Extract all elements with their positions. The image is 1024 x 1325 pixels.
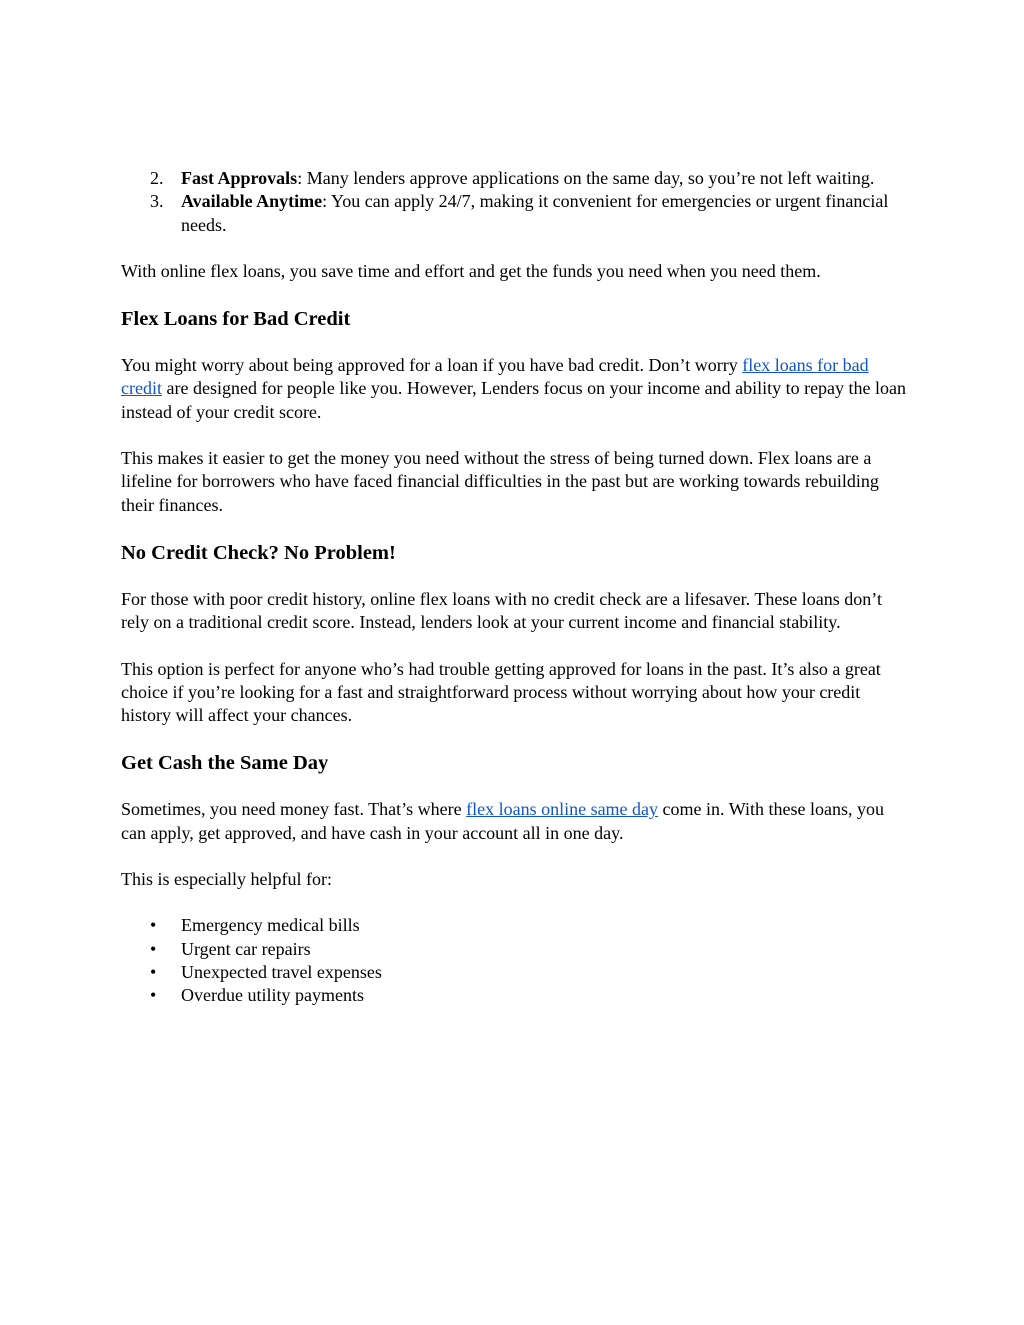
same-day-paragraph-1 xyxy=(121,798,911,845)
list-item xyxy=(121,984,911,1007)
list-number: 2. xyxy=(150,168,164,188)
list-item xyxy=(121,190,911,237)
paragraph-text: Sometimes, you need money fast. That’s where xyxy=(121,799,467,820)
intro-paragraph: With online flex loans, you save time and effort and get the funds you need when you need them. xyxy=(121,260,821,281)
list-item xyxy=(121,938,911,961)
list-item-text: Overdue utility payments xyxy=(181,985,364,1006)
list-item-text: Emergency medical bills xyxy=(181,915,360,936)
list-item-text: : Many lenders approve applications on the same day, so you’re not left waiting. xyxy=(297,168,875,188)
list-item-text: : You can apply 24/7, making it convenient for emergencies or urgent financial needs. xyxy=(181,191,889,235)
list-item xyxy=(121,961,911,984)
no-credit-check-paragraph-1: For those with poor credit history, online flex loans with no credit check are a lifesaver. These loans don’t rely on a traditional credit score. Instead, lenders look at your current income and financial stability. xyxy=(121,588,882,633)
list-item-text: Unexpected travel expenses xyxy=(181,961,382,982)
document-page xyxy=(121,167,911,1008)
section-heading-no-credit-check: No Credit Check? No Problem! xyxy=(121,541,396,564)
bad-credit-paragraph-2: This makes it easier to get the money you need without the stress of being turned down. Flex loans are a lifeline for borrowers who have faced financial difficulties in the past but are working towards rebuilding their finances. xyxy=(121,448,879,515)
list-item xyxy=(121,914,911,937)
flex-loans-bad-credit-link[interactable]: flex loans for bad credit xyxy=(121,355,869,399)
no-credit-check-paragraph-2: This option is perfect for anyone who’s had trouble getting approved for loans in the past. It’s also a great choice if you’re looking for a fast and straightforward process without worrying about how your credit history will affect your chances. xyxy=(121,658,881,726)
list-item-term: Fast Approvals xyxy=(181,168,298,188)
list-number: 3. xyxy=(150,191,164,212)
benefits-list xyxy=(121,167,911,237)
bad-credit-paragraph-1 xyxy=(121,354,911,424)
bullet-icon: • xyxy=(150,961,157,982)
section-heading-bad-credit: Flex Loans for Bad Credit xyxy=(121,308,351,331)
same-day-paragraph-2: This is especially helpful for: xyxy=(121,869,332,890)
bullet-icon: • xyxy=(150,915,157,936)
list-item-text: Urgent car repairs xyxy=(181,938,311,959)
paragraph-text: are designed for people like you. However, Lenders focus on your income and ability to repay the loan instead of your credit score. xyxy=(121,378,907,422)
helpful-for-list xyxy=(121,914,911,1007)
bullet-icon: • xyxy=(150,985,157,1006)
paragraph-text: You might worry about being approved for a loan if you have bad credit. Don’t worry xyxy=(121,355,743,376)
list-item xyxy=(121,167,911,190)
section-heading-same-day: Get Cash the Same Day xyxy=(121,752,329,775)
list-item-term: Available Anytime xyxy=(181,191,323,212)
flex-loans-online-same-day-link[interactable]: flex loans online same day xyxy=(466,799,659,820)
bullet-icon: • xyxy=(150,938,157,959)
paragraph-text: come in. With these loans, you can apply, get approved, and have cash in your account all in one day. xyxy=(121,799,884,843)
